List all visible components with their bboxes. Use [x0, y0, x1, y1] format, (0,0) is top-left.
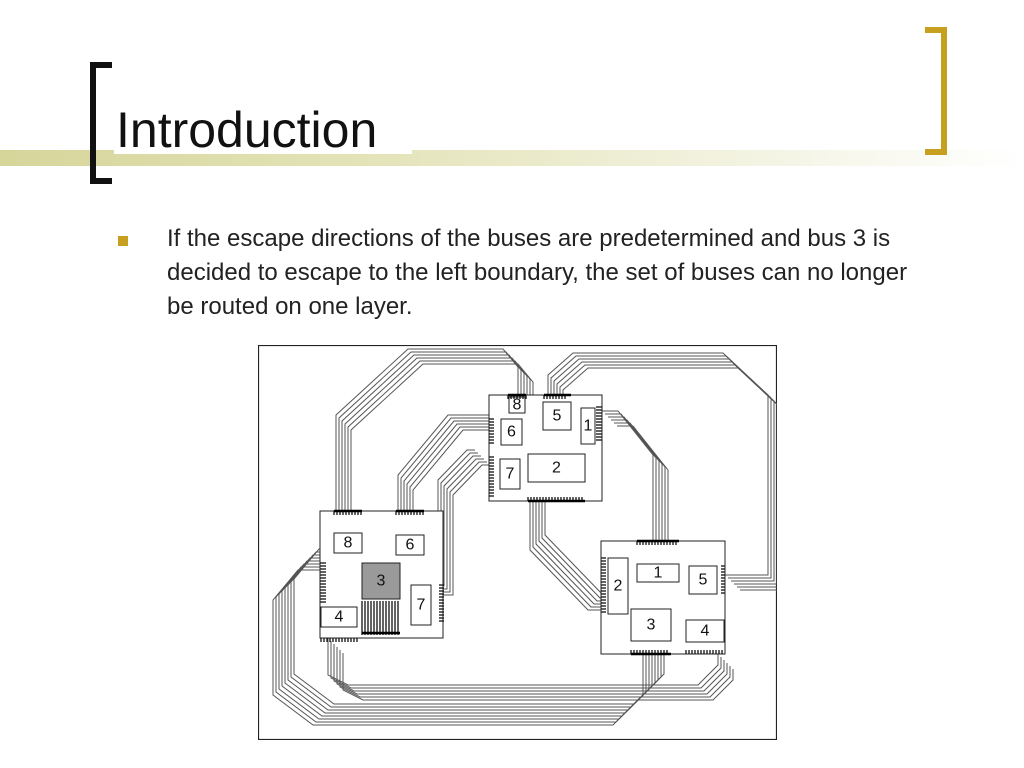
right-bracket-decoration [925, 27, 947, 155]
chip-a-bus-8-label: 8 [512, 396, 522, 414]
chip-c-bus-4-label: 4 [700, 622, 710, 640]
chip-b [320, 511, 443, 638]
chip-a-bus-2-label: 2 [552, 459, 561, 477]
chip-b-bus-3-label: 3 [376, 572, 386, 590]
chip-b-bus-6-label: 6 [405, 536, 415, 554]
chip-c-bus-5-label: 5 [698, 571, 708, 589]
chip-b-bus-4-label: 4 [334, 608, 344, 626]
chip-c-bus-2-label: 2 [613, 577, 623, 595]
left-bracket-decoration [90, 62, 112, 184]
chip-b-bus-8-label: 8 [343, 534, 353, 552]
chip-c-bus-1-label: 1 [653, 564, 663, 582]
chip-a-bus-7-label: 7 [505, 465, 515, 483]
chip-a-bus-5-label: 5 [552, 407, 562, 425]
bullet-text: If the escape directions of the buses are predetermined and bus 3 is decided to escape to the left boundary, the set of buses can no longer be routed on one layer. [167, 225, 908, 320]
chip-b-bus-7-label: 7 [416, 596, 426, 614]
bullet-marker-icon [118, 236, 128, 246]
chip-c [601, 541, 725, 654]
chip-a [489, 395, 602, 501]
routing-diagram [258, 345, 777, 740]
chip-a-bus-6-label: 6 [507, 423, 516, 441]
chip-c-bus-3-label: 3 [646, 616, 656, 634]
chip-a-bus-1-label: 1 [583, 417, 593, 435]
slide-title: Introduction [116, 102, 378, 158]
bus-routing-figure [258, 345, 777, 740]
